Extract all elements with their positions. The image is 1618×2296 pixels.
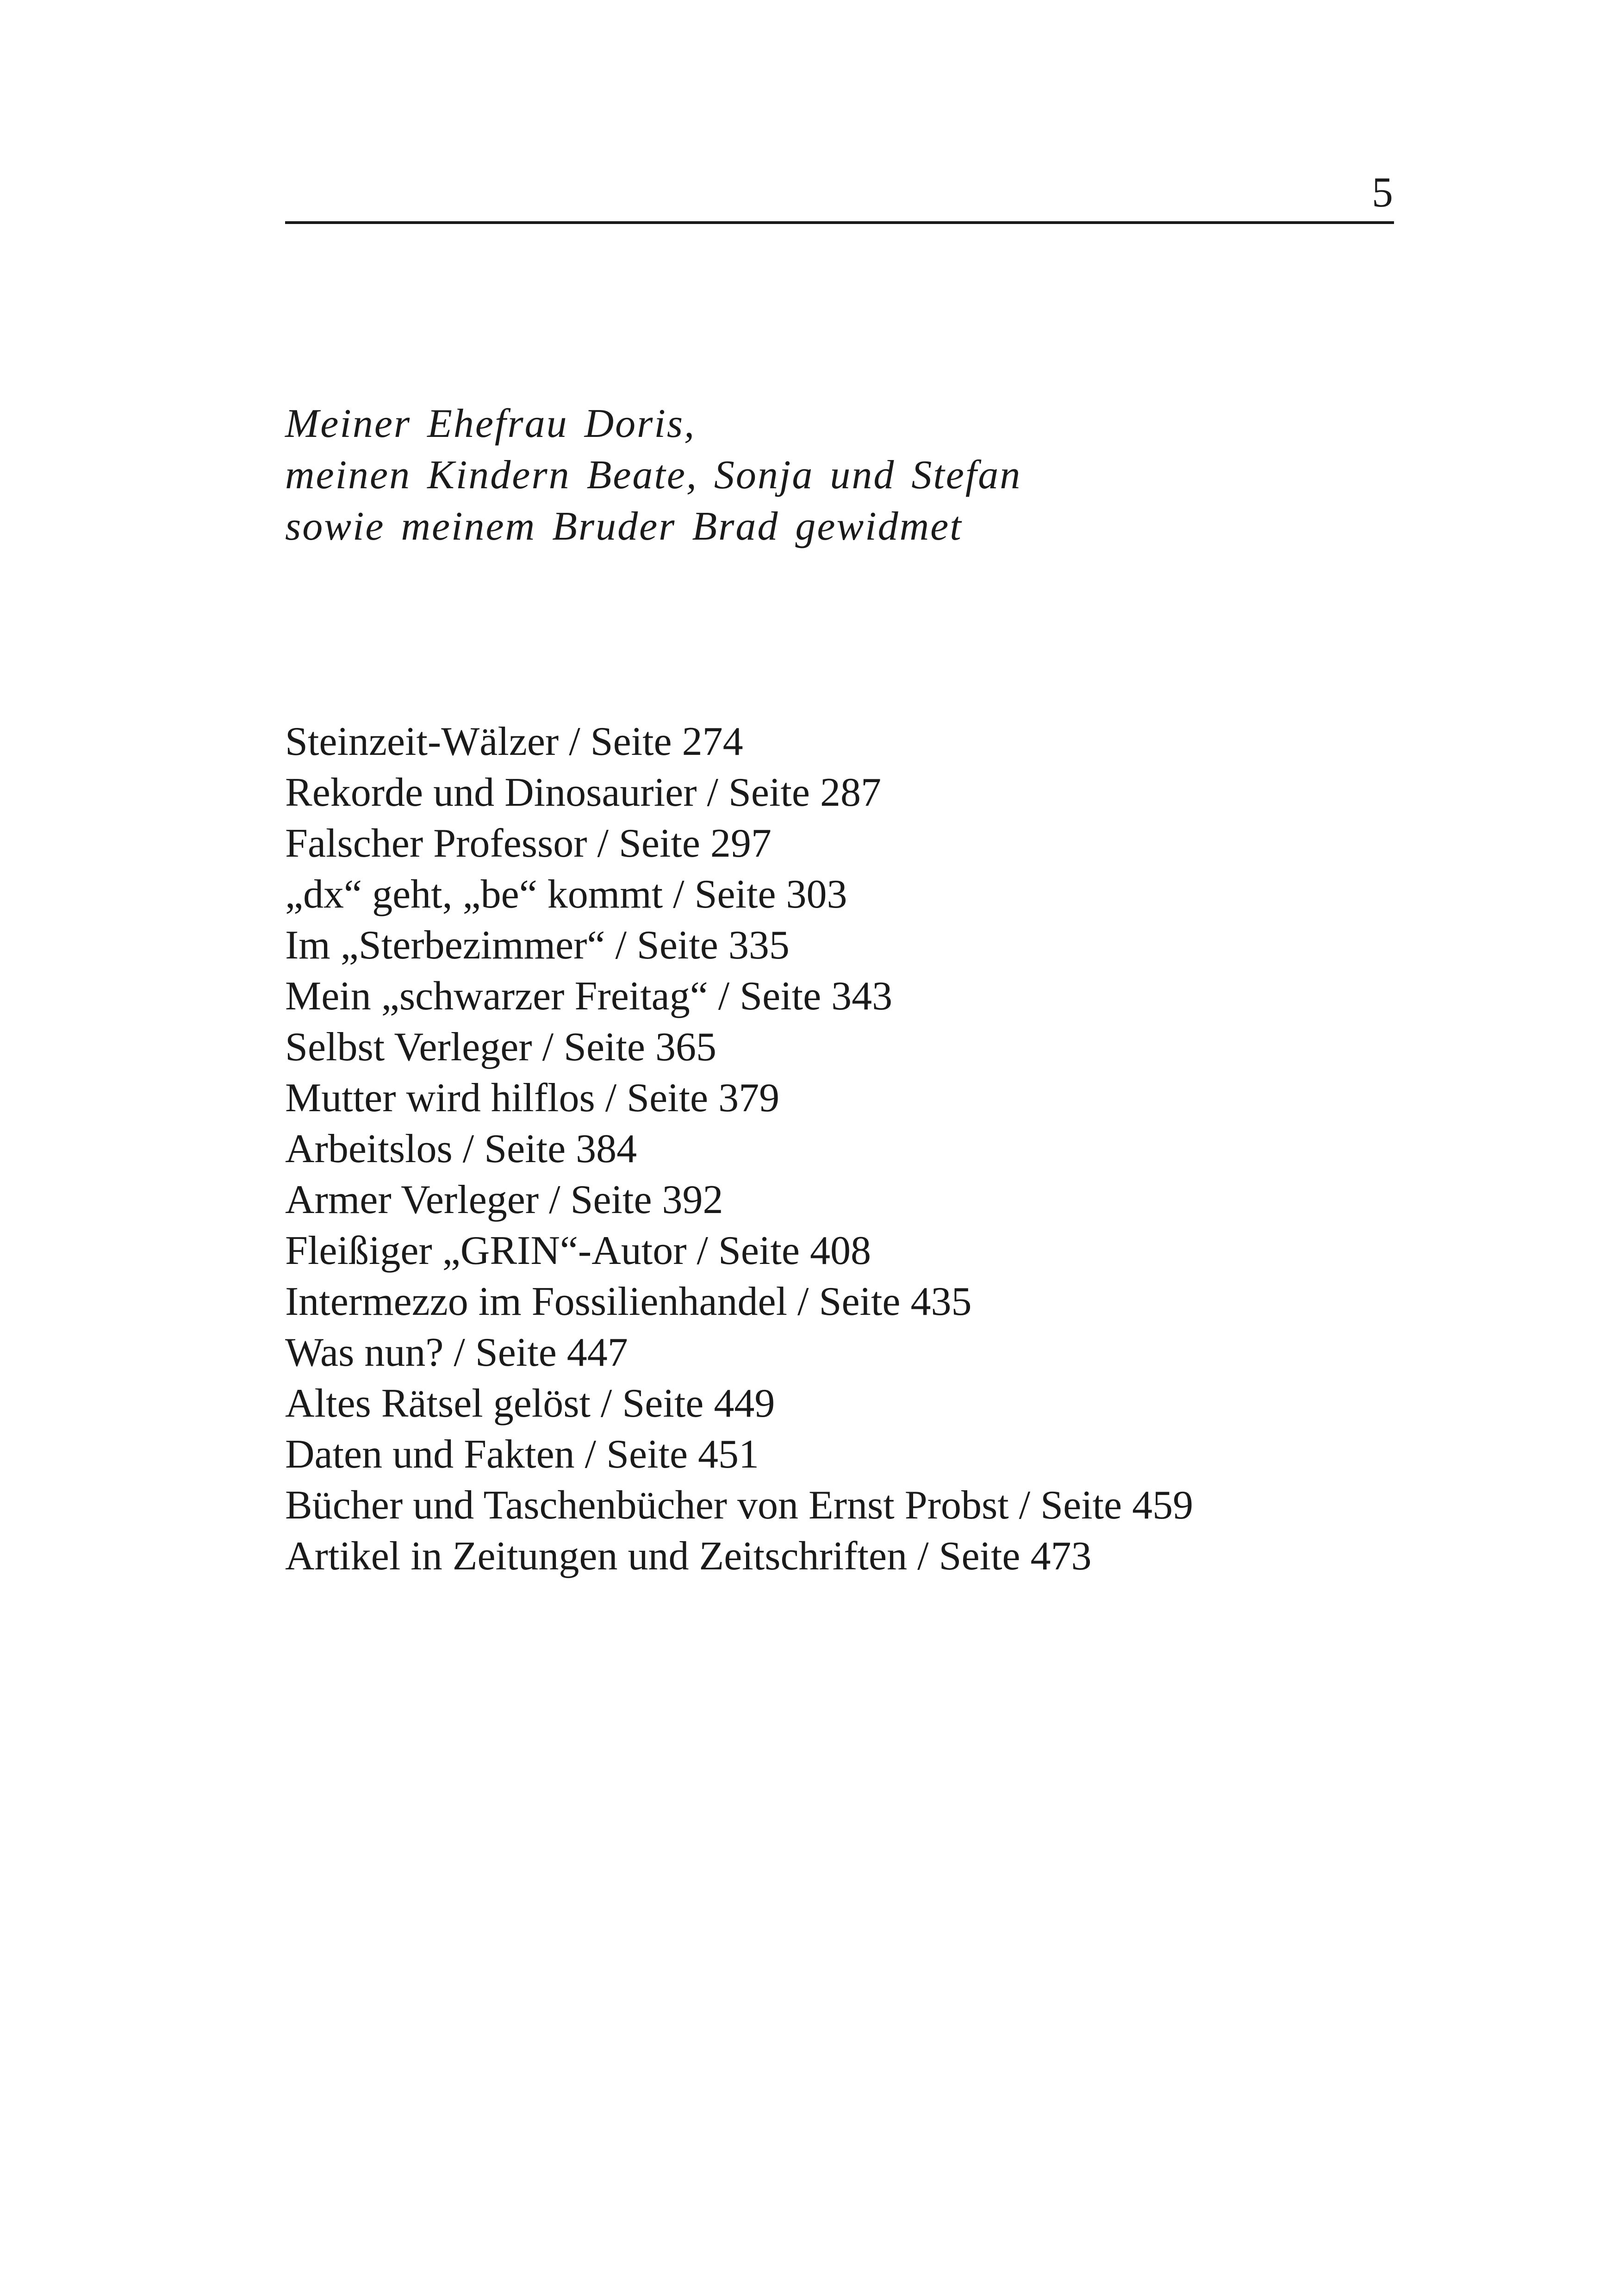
dedication-line: Meiner Ehefrau Doris,	[285, 401, 696, 446]
toc-entry: „dx“ geht, „be“ kommt / Seite 303	[285, 872, 847, 917]
toc-entry: Altes Rätsel gelöst / Seite 449	[285, 1381, 775, 1426]
toc-entry: Mein „schwarzer Freitag“ / Seite 343	[285, 974, 893, 1019]
dedication-line: sowie meinem Bruder Brad gewidmet	[285, 504, 963, 549]
table-of-contents	[285, 716, 1535, 1582]
toc-entry: Rekorde und Dinosaurier / Seite 287	[285, 770, 881, 815]
toc-entry: Bücher und Taschenbücher von Ernst Probst / Seite 459	[285, 1483, 1194, 1528]
toc-entry: Steinzeit-Wälzer / Seite 274	[285, 719, 743, 764]
toc-entry: Arbeitslos / Seite 384	[285, 1126, 637, 1171]
toc-entry: Artikel in Zeitungen und Zeitschriften / Seite 473	[285, 1534, 1092, 1579]
toc-entry: Was nun? / Seite 447	[285, 1330, 628, 1375]
toc-entry: Im „Sterbezimmer“ / Seite 335	[285, 923, 790, 968]
dedication	[285, 398, 1396, 552]
toc-entry: Selbst Verleger / Seite 365	[285, 1025, 716, 1070]
toc-entry: Intermezzo im Fossilienhandel / Seite 435	[285, 1279, 972, 1324]
toc-entry: Daten und Fakten / Seite 451	[285, 1432, 759, 1477]
header-rule	[285, 221, 1394, 224]
toc-entry: Mutter wird hilflos / Seite 379	[285, 1076, 780, 1120]
page-number: 5	[1372, 168, 1393, 216]
toc-entry: Fleißiger „GRIN“-Autor / Seite 408	[285, 1228, 871, 1273]
dedication-line: meinen Kindern Beate, Sonja und Stefan	[285, 453, 1022, 498]
toc-entry: Falscher Professor / Seite 297	[285, 821, 772, 866]
toc-entry: Armer Verleger / Seite 392	[285, 1177, 723, 1222]
